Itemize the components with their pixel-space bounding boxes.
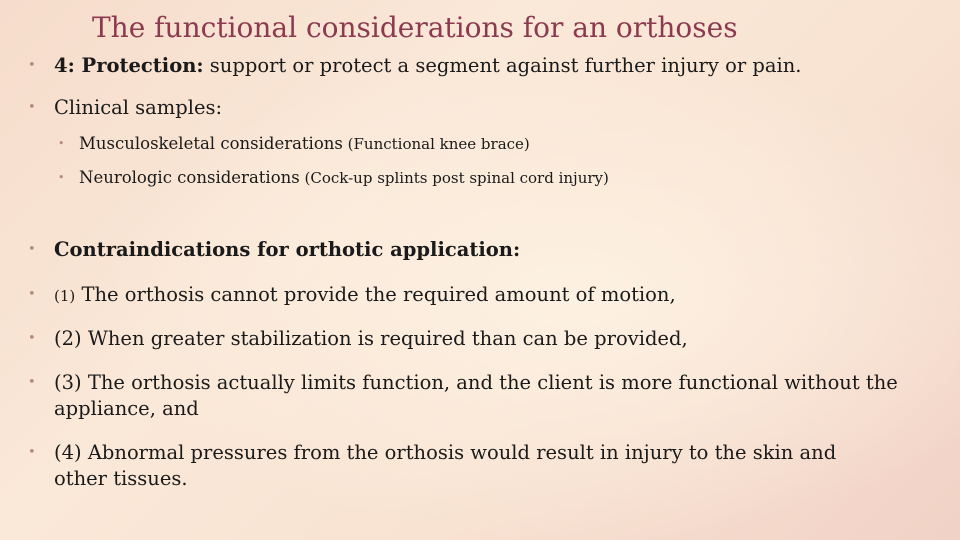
bullet-dot: • (28, 287, 36, 302)
clinical-samples-label: Clinical samples: (54, 96, 223, 119)
bullet-dot: • (58, 137, 65, 150)
slide-title: The functional considerations for an orthoses (92, 11, 738, 44)
contraindication-3-text: (3) The orthosis actually limits function, and the client is more functional without the appliance, and (54, 371, 898, 420)
bullet-dot: • (58, 171, 65, 184)
bullet-dot: • (28, 58, 36, 73)
contraindication-1-text: The orthosis cannot provide the required amount of motion, (75, 283, 676, 306)
sub-paren-text: (Cock-up splints post spinal cord injury) (299, 169, 609, 187)
contraindication-4-text: (4) Abnormal pressures from the orthosis would result in injury to the skin and other tissues. (54, 441, 837, 490)
protection-label: 4: Protection: (54, 54, 204, 77)
protection-text: support or protect a segment against further injury or pain. (203, 54, 802, 77)
sub-main-text: Musculoskeletal considerations (79, 134, 343, 153)
contraindication-1-number: (1) (54, 287, 76, 305)
bullet-dot: • (28, 100, 36, 115)
bullet-dot: • (28, 331, 36, 346)
sub-main-text: Neurologic considerations (79, 168, 300, 187)
bullet-dot: • (28, 242, 36, 257)
contraindication-2-text: (2) When greater stabilization is required than can be provided, (54, 327, 688, 350)
bullet-dot: • (28, 445, 36, 460)
contraindications-label: Contraindications for orthotic application: (54, 238, 521, 261)
bullet-dot: • (28, 375, 36, 390)
sub-paren-text: (Functional knee brace) (342, 135, 530, 153)
